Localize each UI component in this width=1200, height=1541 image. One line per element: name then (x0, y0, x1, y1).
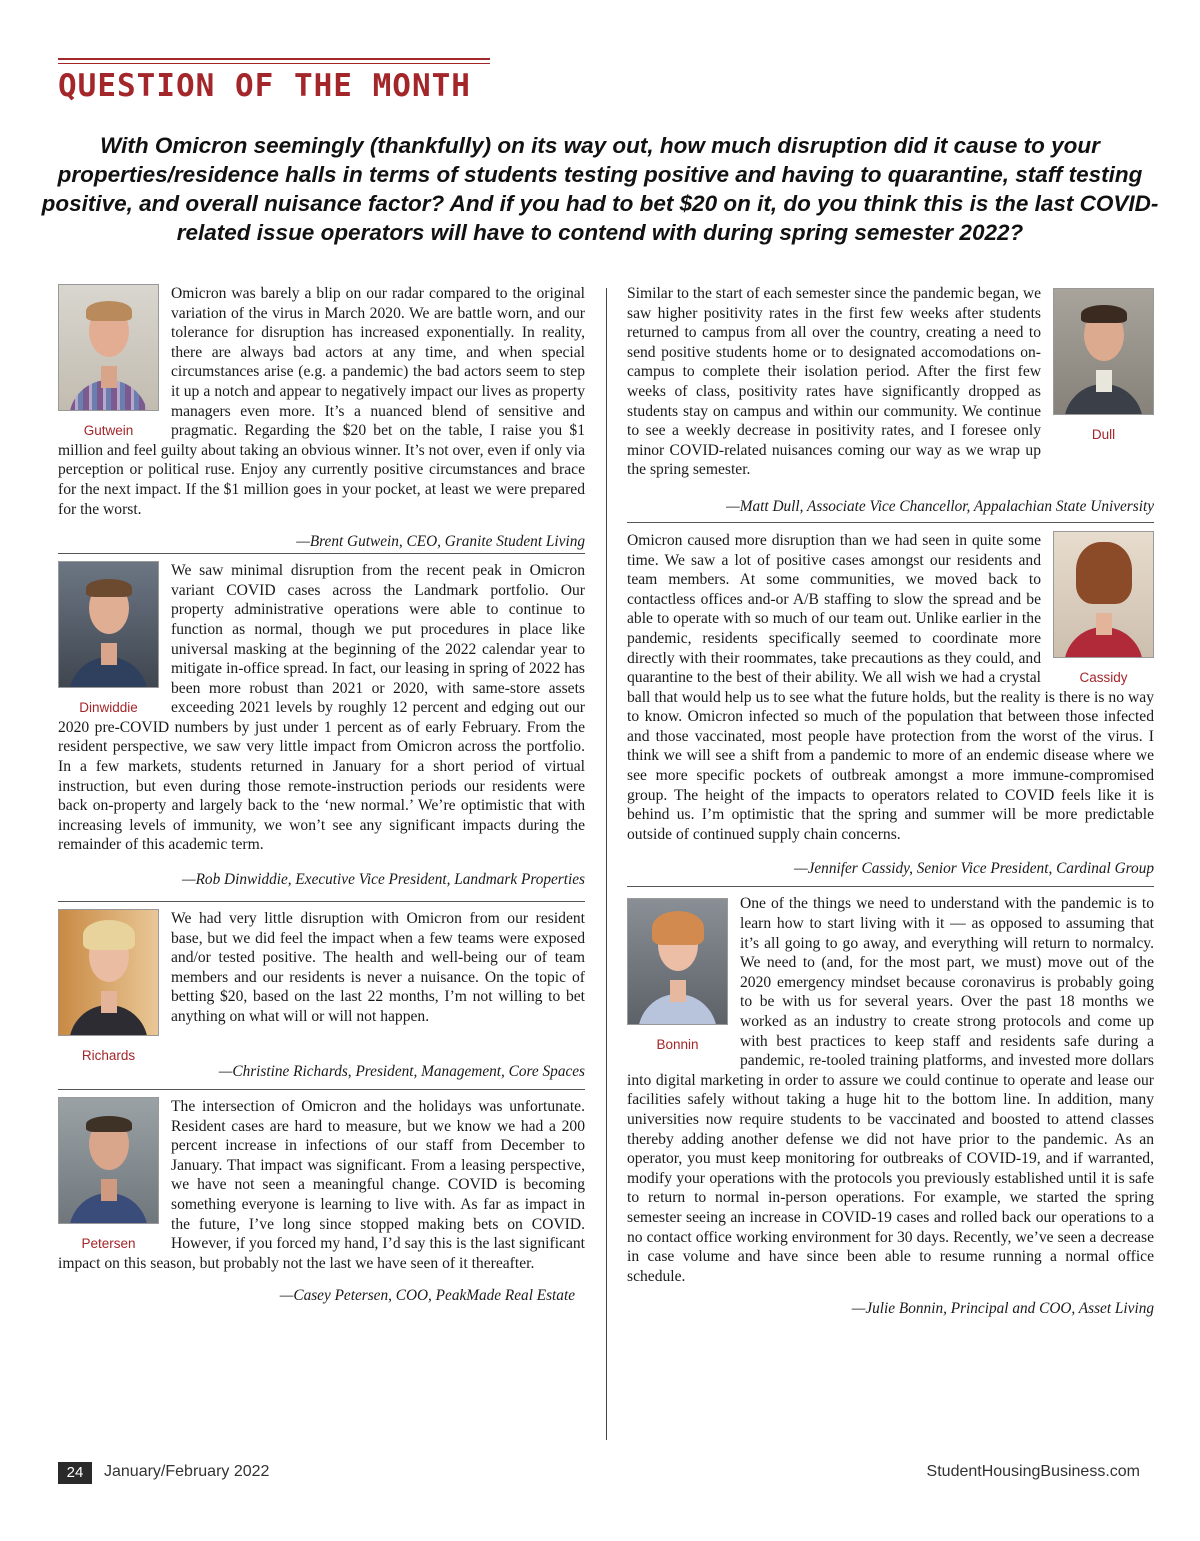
response-text-dinwiddie: We saw minimal disruption from the recent peak in Omicron variant COVID cases across the Landmark portfolio. Our property administrative operations were able to continue to function as normal, though we put procedures in place like universal masking at the beginning of the 2022 calendar year to mitigate in-office spread. In fact, our leasing in spring of 2022 has been more robust than 2021 or 2020, with same-store assets exceeding 2021 levels by roughly 12 percent and edging out our 2020 pre-COVID numbers by just under 1 percent as of early February. From the resident perspective, we saw very little impact from Omicron across the portfolio. In a few markets, students returned in January for a short period of virtual instruction, but even during those remote-instruction periods our residents were back on-property and largely back to the ‘new normal.’ We’re optimistic that with increasing levels of immunity, we won’t see any significant impacts during the remainder of this academic term. (58, 562, 585, 854)
attribution-petersen: —Casey Petersen, COO, PeakMade Real Estate (279, 1287, 575, 1305)
attribution-dull: —Matt Dull, Associate Vice Chancellor, Appalachian State University (726, 497, 1154, 515)
name-label-richards: Richards (81, 1048, 136, 1064)
section-title: QUESTION OF THE MONTH (58, 68, 471, 104)
publication-site: StudentHousingBusiness.com (926, 1463, 1140, 1480)
headshot-bonnin (627, 898, 728, 1025)
name-label-petersen: Petersen (81, 1236, 136, 1252)
response-petersen (58, 1097, 585, 1305)
photo-gutwein-box (58, 284, 159, 438)
attribution-dinwiddie: —Rob Dinwiddie, Executive Vice President, Landmark Properties (181, 871, 585, 889)
entry-separator (58, 553, 585, 554)
headshot-dinwiddie (58, 561, 159, 688)
response-text-richards: We had very little disruption with Omicron from our resident base, but we did feel the impact when a few teams were exposed and/or tested positive. The health and well-being our of team members and our residents is never a nuisance. On the topic of betting $20, based on the last 22 months, I’m not willing to bet anything on what will or will not happen. (171, 910, 585, 1025)
photo-cassidy-box (1053, 531, 1154, 685)
photo-richards-box (58, 909, 159, 1063)
response-richards (58, 909, 585, 1081)
attribution-bonnin: —Julie Bonnin, Principal and COO, Asset Living (851, 1300, 1154, 1318)
entry-separator (58, 1089, 585, 1090)
response-text-cassidy: Omicron caused more disruption than we had seen in quite some time. We saw a lot of positive cases amongst our residents and team members. At some communities, we moved back to contactless offices and-or A/B staffing to slow the spread and be able to operate with so much of our team out. Unlike earlier in the pandemic, residents specifically seemed to coordinate more directly with their roommates, take precautions as they could, and quarantine to the best of their ability. We all wish we had a crystal ball that would help us to see what the future holds, but the reality is there is no way to know. Omicron infected so much of the population that between those infected and those vaccinated, most people have protection from the worst of the virus. I think we will see a shift from a pandemic to more of an endemic disease where we see more specific pockets of outbreak amongst a more immune-compromised group. The height of the impacts to operators related to COVID feels like it is behind us. I’m optimistic that the spring and summer will be more predictable outside of continued supply chain concerns. (627, 531, 1154, 843)
name-label-cassidy: Cassidy (1079, 669, 1128, 685)
response-text-gutwein: Omicron was barely a blip on our radar compared to the original variation of the virus in March 2020. We are battle worn, and our tolerance for disruption has increased exponentially. In reality, there are always bad actors at any time, and when special circumstances arise (e.g. a pandemic) the bad actors seem to step it up a notch and appear to negatively impact our lives as property managers even more. It’s a nuanced blend of sensitive and pragmatic. Regarding the $20 bet on the table, I raise you $1 million and feel guilty about taking an obvious winner. It’s not over, even if only via perception or political ruse. Enjoy any currently positive circumstances and brace for the next impact. If the $1 million goes in your pocket, at least we were prepared for the worst. (58, 285, 585, 518)
photo-dinwiddie-box (58, 561, 159, 715)
response-text-bonnin: One of the things we need to understand with the pandemic is to learn how to start living with it — as opposed to assuming that it’s all going to go away, and everything will return to normalcy. We need to (and, for the most part, we must) move out of the 2020 emergency mindset because coronavirus is probably going to be with us for several years. Over the past 18 months we worked as an industry to create strong protocols and come up with best practices to keep staff and residents safe during a pandemic, re-tooled training platforms, and invested more dollars into digital marketing in order to assure we could continue to operate and lease our facilities safely without taking a huge hit to the bottom line. In addition, many universities now require students to be vaccinated and boosted to attend classes thereby adding another defense we did not have prior to the pandemic. As an operator, you must keep monitoring for outbreaks of COVID-19, and if warranted, modify your operations with the protocols you previously established until it is safe to return to normal in-person operations. For example, we started the spring semester seeing an increase in COVID-19 cases and rolled back our operations to a no contact office working environment for 30 days. Recently, we’ve seen a decrease in case volume and have since been able to resume running a normal office schedule. (627, 895, 1154, 1285)
entry-separator (627, 522, 1154, 523)
response-dinwiddie (58, 561, 585, 889)
headshot-cassidy (1053, 531, 1154, 658)
question-text: With Omicron seemingly (thankfully) on its way out, how much disruption did it cause to your properties/residence halls in terms of students testing positive and having to quarantine, staff testing positive, and overall nuisance factor? And if you had to bet $20 on it, do you think this is the last COVID-related issue operators will have to contend with during spring semester 2022? (41, 133, 1159, 245)
title-rule-bottom (58, 63, 490, 64)
attribution-gutwein: —Brent Gutwein, CEO, Granite Student Living (296, 533, 585, 551)
photo-bonnin-box (627, 898, 728, 1052)
name-label-gutwein: Gutwein (83, 423, 134, 438)
name-label-dinwiddie: Dinwiddie (79, 700, 138, 716)
title-rule-top (58, 58, 490, 60)
headshot-petersen (58, 1097, 159, 1224)
name-label-dull: Dull (1091, 427, 1116, 442)
response-gutwein (58, 284, 585, 551)
attribution-cassidy: —Jennifer Cassidy, Senior Vice President, Cardinal Group (793, 860, 1154, 878)
issue-date: January/February 2022 (104, 1463, 270, 1480)
right-column (627, 284, 1154, 1318)
headshot-richards (58, 909, 159, 1036)
response-cassidy (627, 531, 1154, 879)
page-number: 24 (58, 1462, 92, 1484)
response-text-petersen: The intersection of Omicron and the holidays was unfortunate. Resident cases are hard to measure, but we know we had a 200 percent increase in infections of our staff from December to January. That impact was significant. From a leasing perspective, we have not seen a meaningful change. COVID is becoming something everyone is learning to live with. As far as impact in the future, I’ve long since stopped making bets on COVID. However, if you forced my hand, I’d say this is the last significant impact on this season, but probably not the last we have seen of it thereafter. (58, 1098, 585, 1272)
left-column (58, 284, 585, 1305)
column-divider (606, 288, 607, 1440)
entry-separator (58, 901, 585, 902)
entry-separator (627, 886, 1154, 887)
photo-petersen-box (58, 1097, 159, 1251)
response-text-dull: Similar to the start of each semester since the pandemic began, we saw higher positivity rates in the first few weeks after students returned to campus from all over the country, creating a need to send positive students home or to designated accomodations on-campus to complete their isolation period. After the first few weeks of class, positivity rates have significantly dropped as students stay on campus and within our community. We continue to see a weekly decrease in positivity rates, and I foresee only minor COVID-related nuisances coming our way as we wrap up the spring semester. (627, 285, 1041, 479)
name-label-bonnin: Bonnin (656, 1037, 699, 1053)
headshot-dull (1053, 288, 1154, 415)
response-dull (627, 284, 1154, 516)
photo-dull-box (1053, 288, 1154, 442)
response-bonnin (627, 894, 1154, 1318)
headshot-gutwein (58, 284, 159, 411)
attribution-richards: —Christine Richards, President, Management, Core Spaces (218, 1063, 585, 1081)
